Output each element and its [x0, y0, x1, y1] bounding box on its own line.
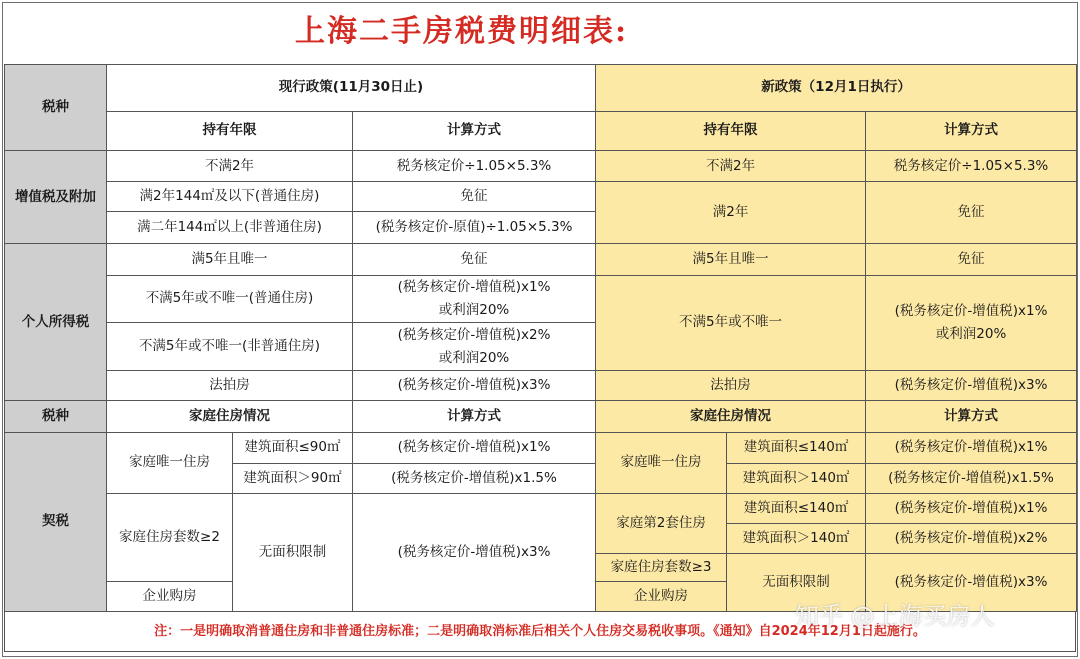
deed-new-enterprise: 企业购房	[596, 582, 727, 612]
deed-new-calc: (税务核定价-增值税)x1%	[866, 494, 1077, 523]
income-current-calc	[353, 275, 596, 323]
tax-type-header: 税种	[5, 65, 107, 151]
page-title: 上海二手房税费明细表:	[295, 14, 629, 49]
deed-new-calc: (税务核定价-增值税)x1.5%	[866, 464, 1077, 494]
vat-current-calc: (税务核定价-原值)÷1.05×5.3%	[353, 211, 596, 243]
deed-current-calc: (税务核定价-增值税)x1%	[353, 432, 596, 463]
deed-new-no-area-limit-calc: (税务核定价-增值税)x3%	[866, 554, 1077, 612]
income-current-calc: 免征	[353, 244, 596, 275]
new-calc-method-header: 计算方式	[866, 111, 1077, 151]
income-current-period: 法拍房	[107, 370, 353, 400]
income-current-calc	[353, 323, 596, 371]
deed-current-area: 建筑面积＞90㎡	[233, 464, 353, 494]
vat-label: 增值税及附加	[5, 151, 107, 244]
deed-new-calc: (税务核定价-增值税)x1%	[866, 432, 1077, 463]
income-new-period: 不满5年或不唯一	[596, 275, 866, 370]
vat-current-period: 不满2年	[107, 151, 353, 182]
deed-current-multi-homes: 家庭住房套数≥2	[107, 494, 233, 582]
vat-new-calc: 税务核定价÷1.05×5.3%	[866, 151, 1077, 182]
vat-new-calc: 免征	[866, 182, 1077, 244]
deed-current-no-area-limit: 无面积限制	[233, 494, 353, 612]
current-policy-header: 现行政策(11月30日止)	[107, 65, 596, 112]
income-current-period: 满5年且唯一	[107, 244, 353, 275]
watermark: 知乎 @上海买房人	[795, 602, 995, 630]
income-new-period: 法拍房	[596, 370, 866, 400]
deed-tax-label: 契税	[5, 432, 107, 611]
vat-current-calc: 免征	[353, 182, 596, 211]
deed-current-area: 建筑面积≤90㎡	[233, 432, 353, 463]
deed-new-area: 建筑面积＞140㎡	[727, 523, 866, 553]
deed-current-only-home: 家庭唯一住房	[107, 432, 233, 494]
calc-line: (税务核定价-增值税)x1%	[894, 302, 1048, 319]
deed-new-calc: (税务核定价-增值税)x2%	[866, 523, 1077, 553]
calc-line: 或利润20%	[935, 325, 1007, 342]
calc-line: 或利润20%	[438, 301, 510, 318]
deed-new-area: 建筑面积＞140㎡	[727, 464, 866, 494]
deed-new-area: 建筑面积≤140㎡	[727, 494, 866, 523]
deed-tax-type-header: 税种	[5, 401, 107, 432]
income-new-calc	[866, 275, 1077, 370]
income-current-calc: (税务核定价-增值税)x3%	[353, 370, 596, 400]
vat-current-calc: 税务核定价÷1.05×5.3%	[353, 151, 596, 182]
deed-current-no-area-limit-calc: (税务核定价-增值税)x3%	[353, 494, 596, 612]
calc-line: (税务核定价-增值税)x1%	[397, 278, 551, 295]
deed-current-calc: (税务核定价-增值税)x1.5%	[353, 464, 596, 494]
new-holding-period-header: 持有年限	[596, 111, 866, 151]
new-deed-calc-header: 计算方式	[866, 401, 1077, 432]
current-calc-method-header: 计算方式	[353, 111, 596, 151]
new-policy-header: 新政策（12月1日执行）	[596, 65, 1077, 112]
deed-current-enterprise: 企业购房	[107, 582, 233, 612]
vat-new-period: 满2年	[596, 182, 866, 244]
current-deed-calc-header: 计算方式	[353, 401, 596, 432]
vat-new-period: 不满2年	[596, 151, 866, 182]
income-new-period: 满5年且唯一	[596, 244, 866, 275]
current-family-housing-header: 家庭住房情况	[107, 401, 353, 432]
calc-line: 或利润20%	[438, 349, 510, 366]
policy-note: 注：一是明确取消普通住房和非普通住房标准；二是明确取消标准后相关个人住房交易税收事项。《通知》自2024年12月1日起施行。	[4, 612, 1076, 652]
income-current-period: 不满5年或不唯一(普通住房)	[107, 275, 353, 323]
income-tax-label: 个人所得税	[5, 244, 107, 401]
income-current-period: 不满5年或不唯一(非普通住房)	[107, 323, 353, 371]
deed-new-only-home: 家庭唯一住房	[596, 432, 727, 494]
deed-new-second-home: 家庭第2套住房	[596, 494, 727, 554]
deed-new-no-area-limit: 无面积限制	[727, 554, 866, 612]
new-family-housing-header: 家庭住房情况	[596, 401, 866, 432]
calc-line: (税务核定价-增值税)x2%	[397, 326, 551, 343]
vat-current-period: 满二年144㎡以上(非普通住房)	[107, 211, 353, 243]
tax-table	[4, 64, 1077, 612]
deed-new-area: 建筑面积≤140㎡	[727, 432, 866, 463]
income-new-calc: (税务核定价-增值税)x3%	[866, 370, 1077, 400]
income-new-calc: 免征	[866, 244, 1077, 275]
vat-current-period: 满2年144㎡及以下(普通住房)	[107, 182, 353, 211]
current-holding-period-header: 持有年限	[107, 111, 353, 151]
deed-new-multi-homes: 家庭住房套数≥3	[596, 554, 727, 582]
